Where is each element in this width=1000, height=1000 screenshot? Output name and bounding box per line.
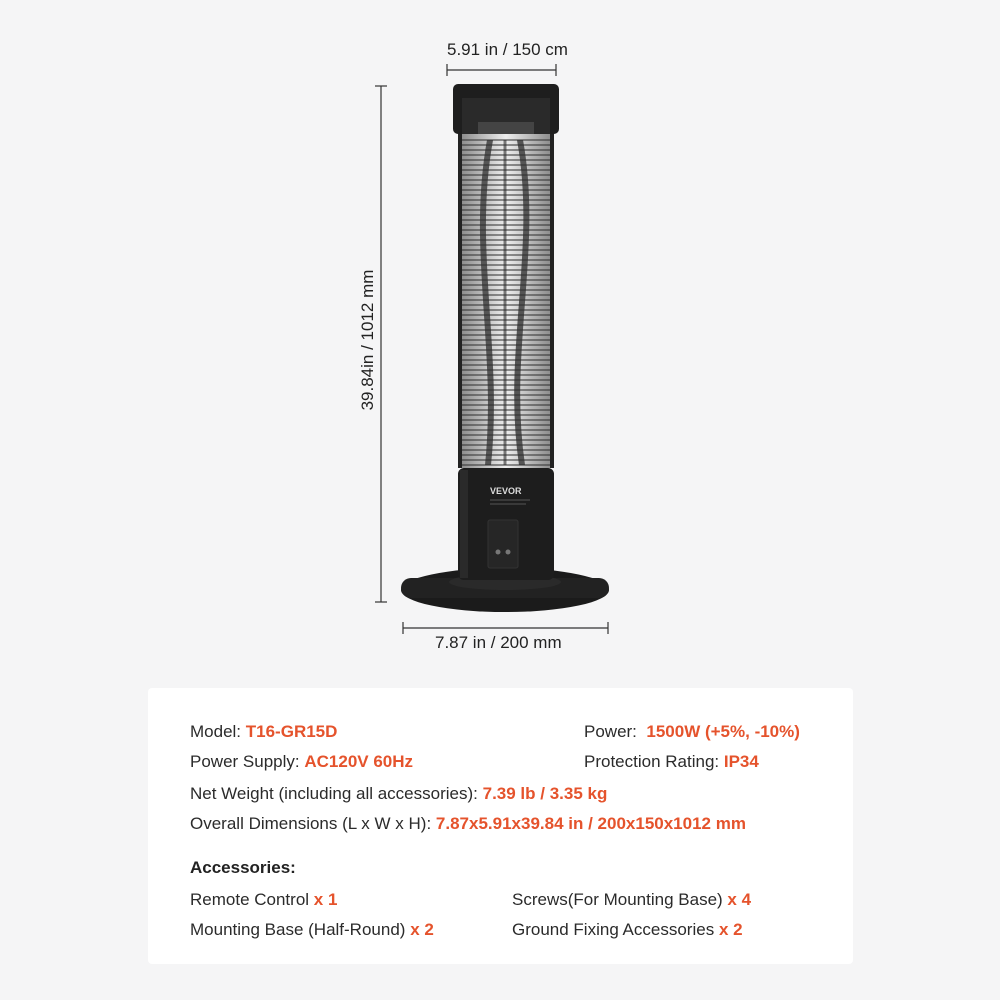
spec-power-value: 1500W (+5%, -10%) xyxy=(646,722,800,741)
accessory-qty: x 1 xyxy=(313,890,338,909)
spec-power xyxy=(584,722,800,742)
accessory-item xyxy=(190,920,434,940)
accessories-title: Accessories: xyxy=(190,858,296,877)
spec-supply-label: Power Supply: xyxy=(190,752,300,771)
spec-overall xyxy=(190,814,746,834)
heater-brand-logo: VEVOR xyxy=(490,486,522,496)
spec-model xyxy=(190,722,337,742)
accessory-qty: x 4 xyxy=(727,890,752,909)
dimension-line-top xyxy=(447,64,556,76)
spec-model-value: T16-GR15D xyxy=(245,722,338,741)
dimension-height-label: 39.84in / 1012 mm xyxy=(358,269,377,411)
spec-supply-value: AC120V 60Hz xyxy=(304,752,414,771)
spec-overall-label: Overall Dimensions (L x W x H): xyxy=(190,814,432,833)
accessory-item xyxy=(190,890,337,910)
spec-weight xyxy=(190,784,607,804)
spec-protection xyxy=(584,752,759,772)
spec-card xyxy=(148,688,853,964)
spec-model-label: Model: xyxy=(190,722,242,741)
accessory-name: Ground Fixing Accessories xyxy=(512,920,715,939)
dimension-base-label: 7.87 in / 200 mm xyxy=(435,633,562,652)
spec-protection-label: Protection Rating: xyxy=(584,752,720,771)
spec-power-label: Power: xyxy=(584,722,637,741)
spec-weight-label: Net Weight (including all accessories): xyxy=(190,784,478,803)
spec-weight-value: 7.39 lb / 3.35 kg xyxy=(482,784,608,803)
accessory-item xyxy=(512,890,751,910)
accessory-qty: x 2 xyxy=(718,920,743,939)
accessory-name: Remote Control xyxy=(190,890,310,909)
accessory-name: Screws(For Mounting Base) xyxy=(512,890,723,909)
spec-overall-value: 7.87x5.91x39.84 in / 200x150x1012 mm xyxy=(435,814,746,833)
accessory-item xyxy=(512,920,743,940)
dimension-width-label: 5.91 in / 150 cm xyxy=(447,40,568,59)
spec-supply xyxy=(190,752,413,772)
accessory-qty: x 2 xyxy=(410,920,434,939)
spec-protection-value: IP34 xyxy=(723,752,759,771)
accessory-name: Mounting Base (Half-Round) xyxy=(190,920,406,939)
